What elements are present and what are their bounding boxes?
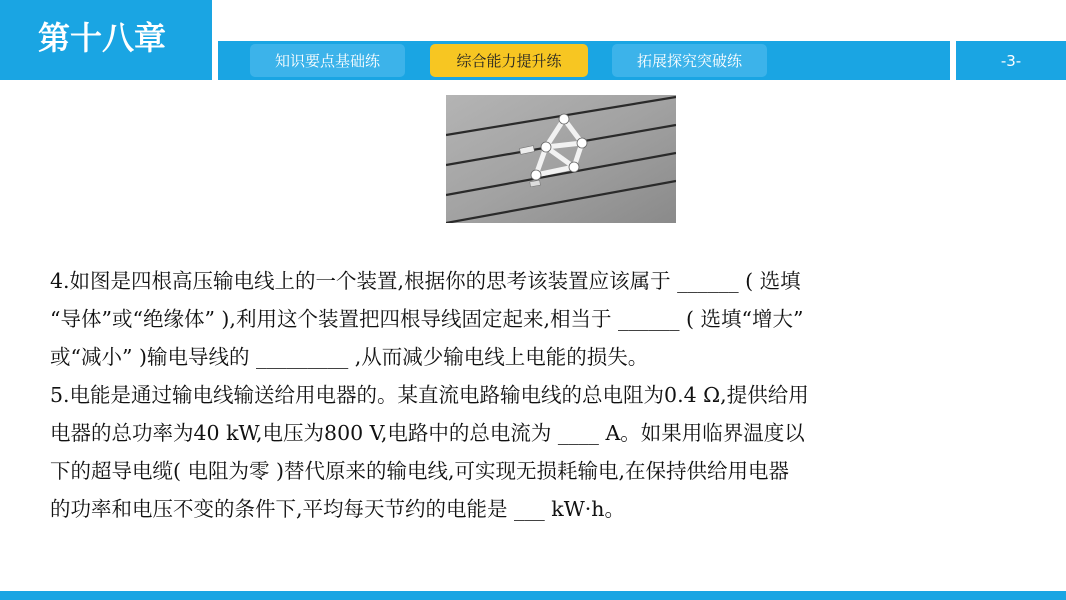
question-4-line-2: “导体”或“绝缘体” ),利用这个装置把四根导线固定起来,相当于 ______ ( 选填“增大” — [50, 307, 804, 331]
question-4-line-1: 4.如图是四根高压输电线上的一个装置,根据你的思考该装置应该属于 ______ ( 选填 — [50, 269, 801, 293]
question-5-line-1: 5.电能是通过输电线输送给用电器的。某直流电路输电线的总电阻为0.4 Ω,提供给用 — [50, 383, 809, 407]
header — [0, 0, 1066, 80]
question-5-line-4: 的功率和电压不变的条件下,平均每天节约的电能是 ___ kW·h。 — [50, 497, 626, 521]
question-5-line-3: 下的超导电缆( 电阻为零 )替代原来的输电线,可实现无损耗输电,在保持供给用电器 — [50, 459, 790, 483]
page-number: -3- — [956, 41, 1066, 80]
question-5-line-2: 电器的总功率为40 kW,电压为800 V,电路中的总电流为 ____ A。如果用临界温度以 — [50, 421, 805, 445]
tab-basic-practice[interactable]: 知识要点基础练 — [250, 44, 405, 77]
chapter-title: 第十八章 — [0, 0, 212, 80]
power-line-spacer-photo-icon — [446, 95, 676, 223]
question-4-line-3: 或“减小” )输电导线的 _________ ,从而减少输电线上电能的损失。 — [50, 345, 649, 369]
bottom-bar — [0, 591, 1066, 600]
power-line-spacer-image — [446, 95, 676, 223]
question-text — [50, 262, 1035, 528]
tab-comprehensive-ability[interactable]: 综合能力提升练 — [430, 44, 588, 77]
tab-extended-inquiry[interactable]: 拓展探究突破练 — [612, 44, 767, 77]
